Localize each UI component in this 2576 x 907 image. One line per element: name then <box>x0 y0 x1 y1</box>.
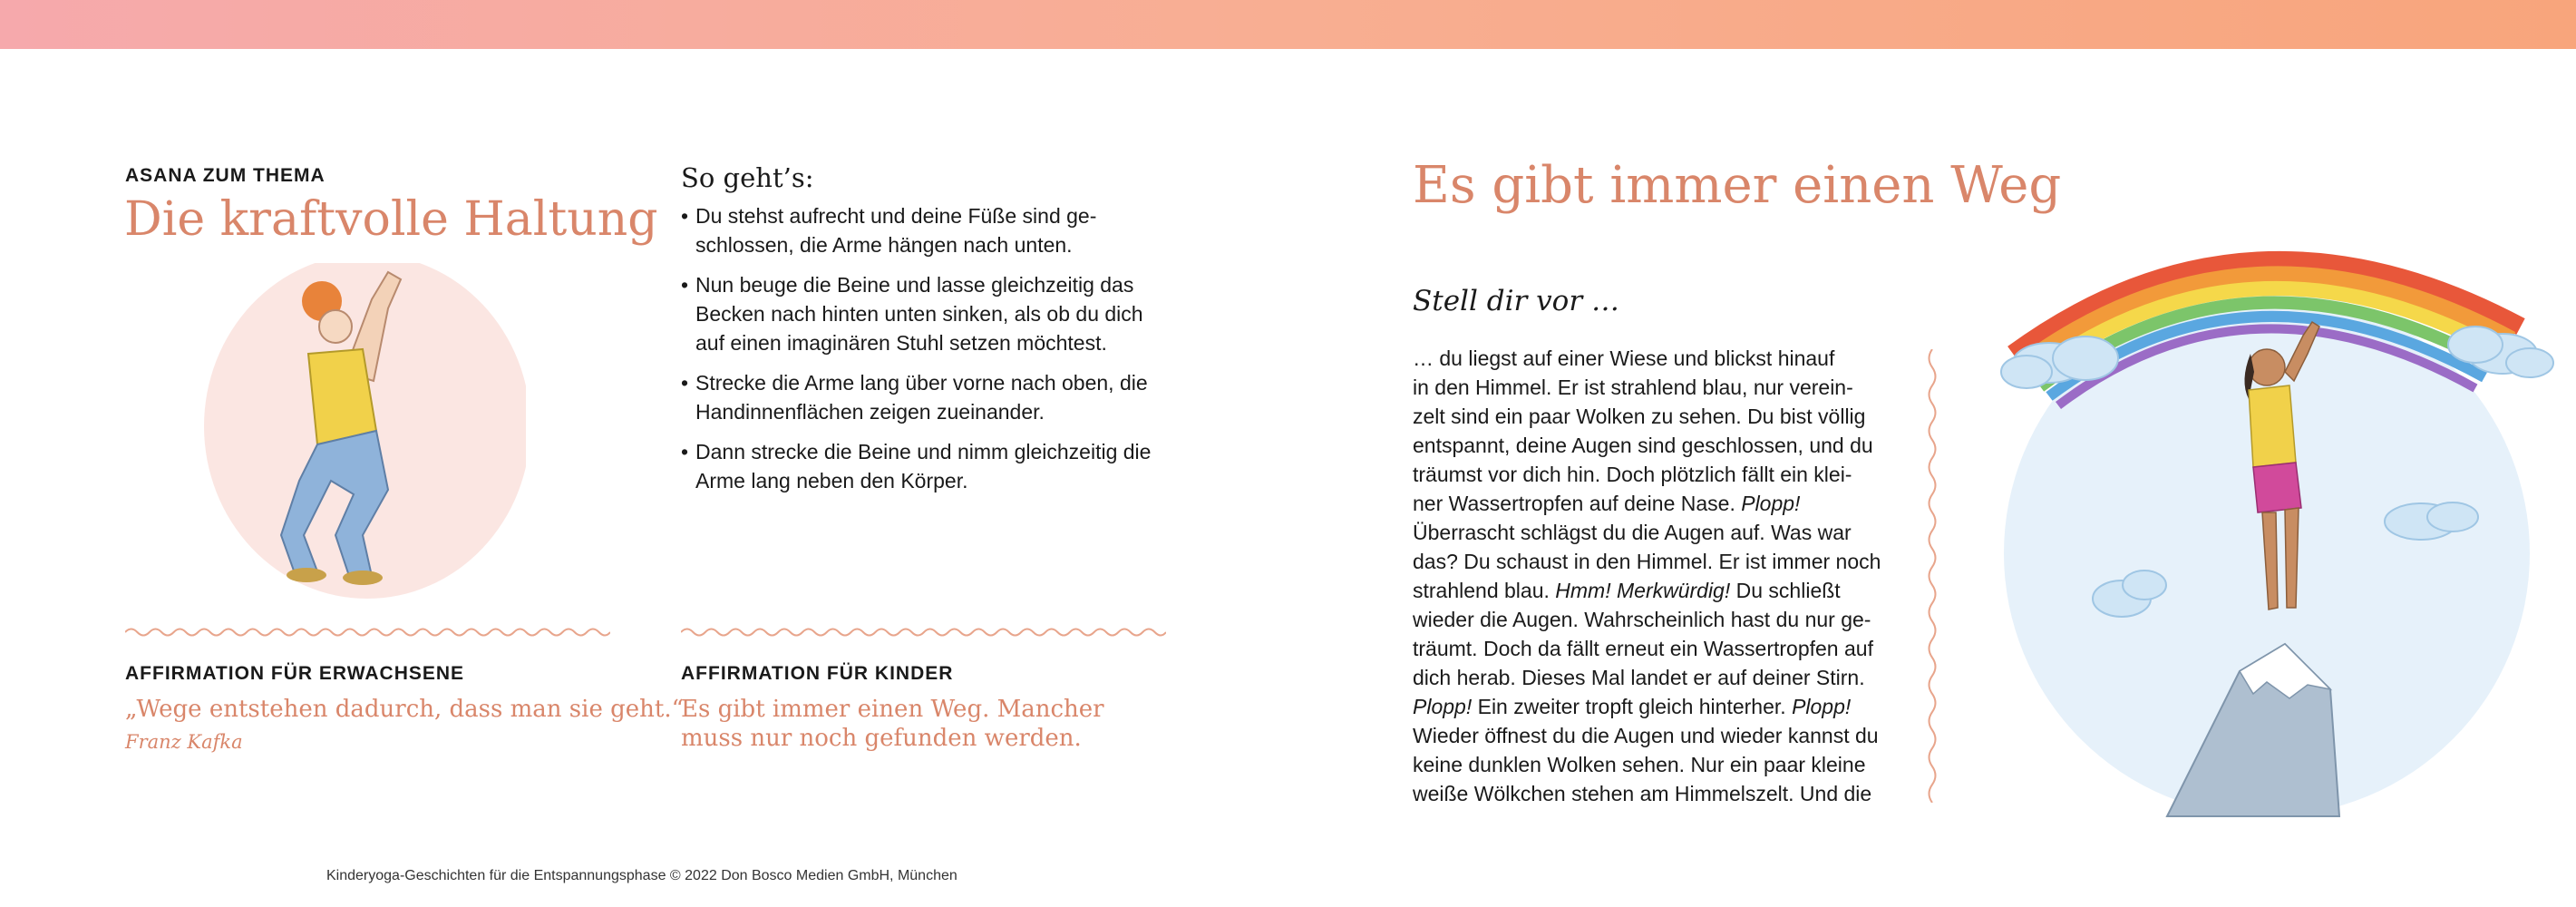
shoe-right <box>343 571 383 585</box>
story-line: … du liegst auf einer Wiese und blickst hinauf <box>1413 346 1835 370</box>
story-line: ner Wassertropfen auf deine Nase. Plopp! <box>1413 492 1801 515</box>
story-line: träumst vor dich hin. Doch plötzlich fällt ein klei- <box>1413 463 1852 486</box>
story-text <box>1413 344 1920 808</box>
instructions-heading: So geht’s: <box>681 162 814 193</box>
girl-shirt <box>2249 385 2296 467</box>
story-line: wieder die Augen. Wahrscheinlich hast du nur ge- <box>1413 608 1871 631</box>
story-title: Es gibt immer einen Weg <box>1413 156 2062 215</box>
head <box>319 310 352 343</box>
story-line: weiße Wölkchen stehen am Himmelszelt. Und die <box>1413 782 1872 805</box>
instruction-item: • Nun beuge die Beine und lasse gleichzeitig das Becken nach hinten unten sinken, als ob du dich auf einen imaginären Stuhl setzen möchtest. <box>681 270 1171 357</box>
page-footer: Kinderyoga-Geschichten für die Entspannungsphase © 2022 Don Bosco Medien GmbH, München <box>326 868 957 883</box>
affirmation-kids-heading: AFFIRMATION FÜR KINDER <box>681 663 954 684</box>
story-line: zelt sind ein paar Wolken zu sehen. Du bist völlig <box>1413 405 1866 428</box>
story-line: das? Du schaust in den Himmel. Er ist immer noch <box>1413 550 1881 573</box>
wavy-divider-right <box>681 626 1166 639</box>
story-line: Überrascht schlägst du die Augen auf. Was war <box>1413 521 1852 544</box>
girl-head <box>2249 349 2285 385</box>
rainbow-girl-illustration <box>1940 218 2566 834</box>
section-kicker: ASANA ZUM THEMA <box>125 165 326 186</box>
story-line: dich herab. Dieses Mal landet er auf deiner Stirn. <box>1413 666 1865 689</box>
yoga-child-illustration <box>145 263 526 608</box>
story-subtitle: Stell dir vor … <box>1413 285 1620 317</box>
affirmation-adults-author: Franz Kafka <box>125 731 243 753</box>
vertical-wavy-divider <box>1926 349 1939 803</box>
story-line: strahlend blau. Hmm! Merkwürdig! Du schließt <box>1413 579 1841 602</box>
pose-title: Die kraftvolle Haltung <box>124 192 658 247</box>
girl-shorts <box>2253 463 2301 512</box>
instruction-item: • Strecke die Arme lang über vorne nach oben, die Handinnenflächen zeigen zueinander. <box>681 368 1171 426</box>
story-line: träumt. Doch da fällt erneut ein Wassertropfen auf <box>1413 637 1873 660</box>
story-line: entspannt, deine Augen sind geschlossen, und du <box>1413 434 1873 457</box>
affirmation-adults-heading: AFFIRMATION FÜR ERWACHSENE <box>125 663 465 684</box>
affirmation-kids-text: Es gibt immer einen Weg. Mancher muss nur noch gefunden werden. <box>681 696 1104 752</box>
story-line: in den Himmel. Er ist strahlend blau, nur verein- <box>1413 375 1853 399</box>
affirmation-adults-quote: „Wege entstehen dadurch, dass man sie geht.“ <box>125 696 684 723</box>
instructions-list <box>681 201 1171 506</box>
instruction-item: • Du stehst aufrecht und deine Füße sind ge-schlossen, die Arme hängen nach unten. <box>681 201 1171 259</box>
wavy-divider-left <box>125 626 610 639</box>
story-line: Plopp! Ein zweiter tropft gleich hinterher. Plopp! <box>1413 695 1852 718</box>
instruction-item: • Dann strecke die Beine und nimm gleichzeitig die Arme lang neben den Körper. <box>681 437 1171 495</box>
shoe-left <box>287 568 326 582</box>
top-color-band <box>0 0 2576 49</box>
story-line: Wieder öffnest du die Augen und wieder kannst du <box>1413 724 1879 747</box>
story-line: keine dunklen Wolken sehen. Nur ein paar kleine <box>1413 753 1866 776</box>
